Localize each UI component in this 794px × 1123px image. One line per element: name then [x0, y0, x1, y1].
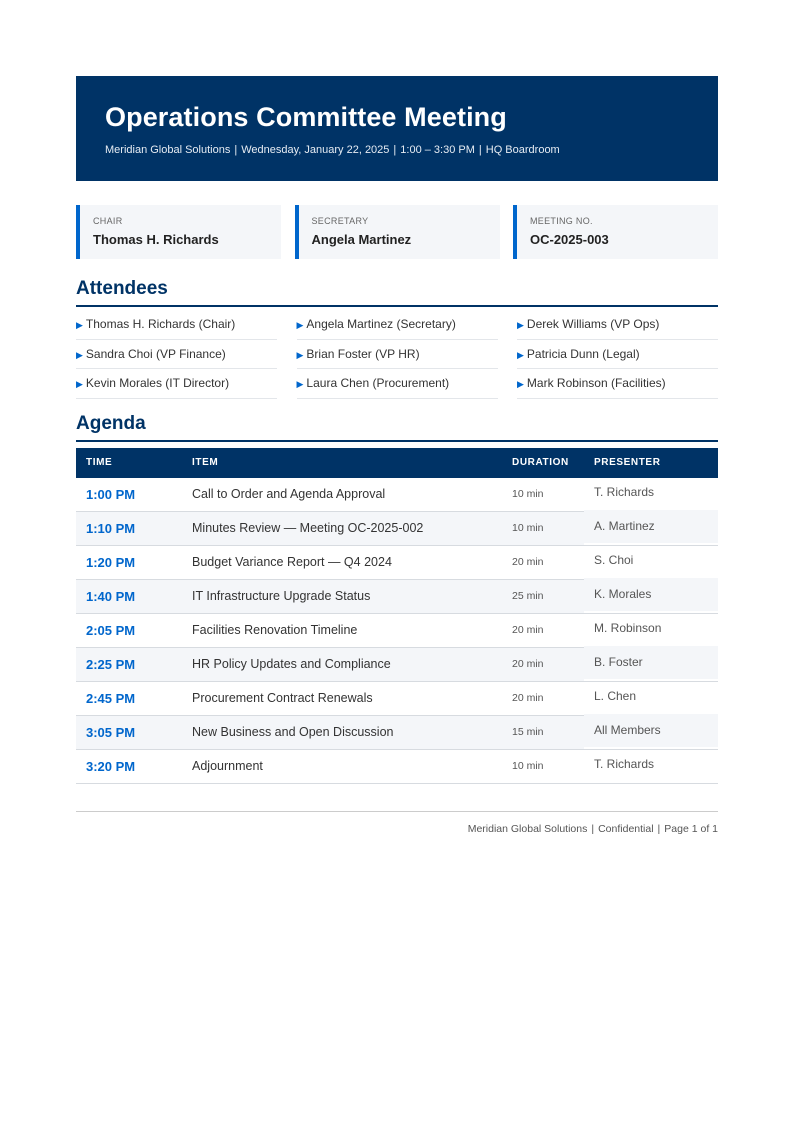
agenda-time: 3:20 PM — [76, 749, 182, 783]
agenda-duration: 20 min — [502, 647, 584, 681]
attendee-item — [76, 317, 277, 340]
attendee-item — [517, 376, 718, 399]
agenda-time: 3:05 PM — [76, 715, 182, 749]
attendee-name: Mark Robinson (Facilities) — [526, 376, 666, 390]
agenda-presenter: K. Morales — [584, 577, 718, 611]
footer-organization: Meridian Global Solutions — [467, 822, 588, 835]
role-card-meeting-number — [513, 205, 718, 259]
role-value: Thomas H. Richards — [93, 232, 219, 247]
attendee-item — [297, 347, 498, 370]
footer-separator: | — [657, 822, 661, 835]
attendee-name: Derek Williams (VP Ops) — [526, 317, 660, 331]
meeting-location: HQ Boardroom — [485, 144, 560, 156]
table-row — [76, 545, 718, 579]
agenda-time: 1:40 PM — [76, 579, 182, 613]
table-row — [76, 681, 718, 715]
agenda-presenter: T. Richards — [584, 476, 718, 510]
table-row — [76, 478, 718, 512]
bullet-icon: ▶ — [76, 320, 83, 330]
agenda-presenter: L. Chen — [584, 679, 718, 713]
column-header-item: ITEM — [182, 448, 502, 478]
meeting-time: 1:00 – 3:30 PM — [400, 144, 475, 156]
agenda-presenter: A. Martinez — [584, 509, 718, 543]
bullet-icon: ▶ — [296, 320, 304, 330]
document-page — [76, 76, 718, 836]
attendee-item — [297, 317, 498, 340]
agenda-presenter: All Members — [584, 713, 718, 747]
column-header-presenter: PRESENTER — [584, 448, 718, 478]
meeting-meta — [105, 143, 689, 157]
agenda-time: 2:25 PM — [76, 647, 182, 681]
meta-separator: | — [478, 144, 482, 156]
agenda-heading: Agenda — [76, 413, 718, 442]
attendee-item — [517, 317, 718, 340]
organization-name: Meridian Global Solutions — [105, 144, 231, 156]
footer-page-number: Page 1 of 1 — [664, 822, 718, 835]
agenda-item: Minutes Review — Meeting OC-2025-002 — [182, 511, 502, 545]
table-row — [76, 749, 718, 783]
agenda-duration: 10 min — [502, 511, 584, 545]
meeting-title: Operations Committee Meeting — [105, 102, 507, 132]
agenda-item: Procurement Contract Renewals — [182, 681, 502, 715]
attendees-list — [76, 317, 718, 406]
attendee-item — [517, 347, 718, 370]
agenda-time: 1:00 PM — [76, 478, 182, 512]
agenda-time: 1:20 PM — [76, 545, 182, 579]
agenda-item: Call to Order and Agenda Approval — [182, 478, 502, 512]
agenda-time: 2:45 PM — [76, 681, 182, 715]
role-value: OC-2025-003 — [530, 232, 609, 247]
bullet-icon: ▶ — [296, 349, 304, 360]
attendees-heading: Attendees — [76, 278, 718, 307]
attendee-name: Thomas H. Richards (Chair) — [85, 317, 236, 331]
meeting-header — [76, 76, 718, 181]
meeting-date: Wednesday, January 22, 2025 — [241, 144, 390, 156]
meta-separator: | — [393, 144, 397, 156]
attendee-name: Kevin Morales (IT Director) — [85, 376, 230, 390]
attendee-name: Brian Foster (VP HR) — [306, 346, 420, 361]
agenda-duration: 20 min — [502, 681, 584, 715]
attendee-item — [76, 376, 277, 399]
agenda-presenter: T. Richards — [584, 747, 718, 781]
role-label: CHAIR — [93, 216, 123, 226]
table-row — [76, 511, 718, 545]
bullet-icon: ▶ — [517, 379, 524, 389]
agenda-duration: 10 min — [502, 749, 584, 783]
attendee-name: Patricia Dunn (Legal) — [526, 346, 640, 361]
attendee-item — [76, 347, 277, 370]
table-row — [76, 715, 718, 749]
agenda-time: 2:05 PM — [76, 613, 182, 647]
agenda-duration: 20 min — [502, 613, 584, 647]
bullet-icon: ▶ — [76, 379, 83, 389]
role-label: SECRETARY — [311, 216, 369, 226]
meta-separator: | — [234, 144, 238, 156]
agenda-item: Facilities Renovation Timeline — [182, 613, 502, 647]
agenda-item: Budget Variance Report — Q4 2024 — [182, 545, 502, 579]
attendee-item — [297, 376, 498, 399]
agenda-item: Adjournment — [182, 749, 502, 783]
table-row — [76, 647, 718, 681]
table-row — [76, 579, 718, 613]
agenda-duration: 15 min — [502, 715, 584, 749]
role-label: MEETING NO. — [530, 216, 593, 226]
agenda-item: New Business and Open Discussion — [182, 715, 502, 749]
page-footer — [76, 811, 718, 836]
agenda-header-row — [76, 448, 718, 478]
agenda-duration: 20 min — [502, 545, 584, 579]
column-header-time: TIME — [76, 448, 182, 478]
role-value: Angela Martinez — [311, 232, 412, 247]
agenda-item: IT Infrastructure Upgrade Status — [182, 579, 502, 613]
footer-classification: Confidential — [598, 822, 654, 835]
column-header-duration: DURATION — [502, 448, 584, 478]
attendee-name: Laura Chen (Procurement) — [306, 376, 450, 390]
bullet-icon: ▶ — [296, 379, 304, 389]
role-card-chair — [76, 205, 281, 259]
attendee-name: Sandra Choi (VP Finance) — [85, 346, 226, 361]
table-row — [76, 613, 718, 647]
agenda-table — [76, 448, 718, 784]
role-cards — [76, 205, 718, 259]
bullet-icon: ▶ — [517, 349, 524, 360]
bullet-icon: ▶ — [76, 349, 83, 360]
agenda-duration: 10 min — [502, 478, 584, 512]
agenda-presenter: M. Robinson — [584, 611, 718, 645]
agenda-presenter: S. Choi — [584, 543, 718, 577]
footer-separator: | — [591, 822, 595, 835]
attendee-name: Angela Martinez (Secretary) — [306, 317, 456, 331]
agenda-duration: 25 min — [502, 579, 584, 613]
agenda-item: HR Policy Updates and Compliance — [182, 647, 502, 681]
agenda-time: 1:10 PM — [76, 511, 182, 545]
role-card-secretary — [295, 205, 500, 259]
agenda-presenter: B. Foster — [584, 645, 718, 679]
bullet-icon: ▶ — [517, 320, 524, 330]
